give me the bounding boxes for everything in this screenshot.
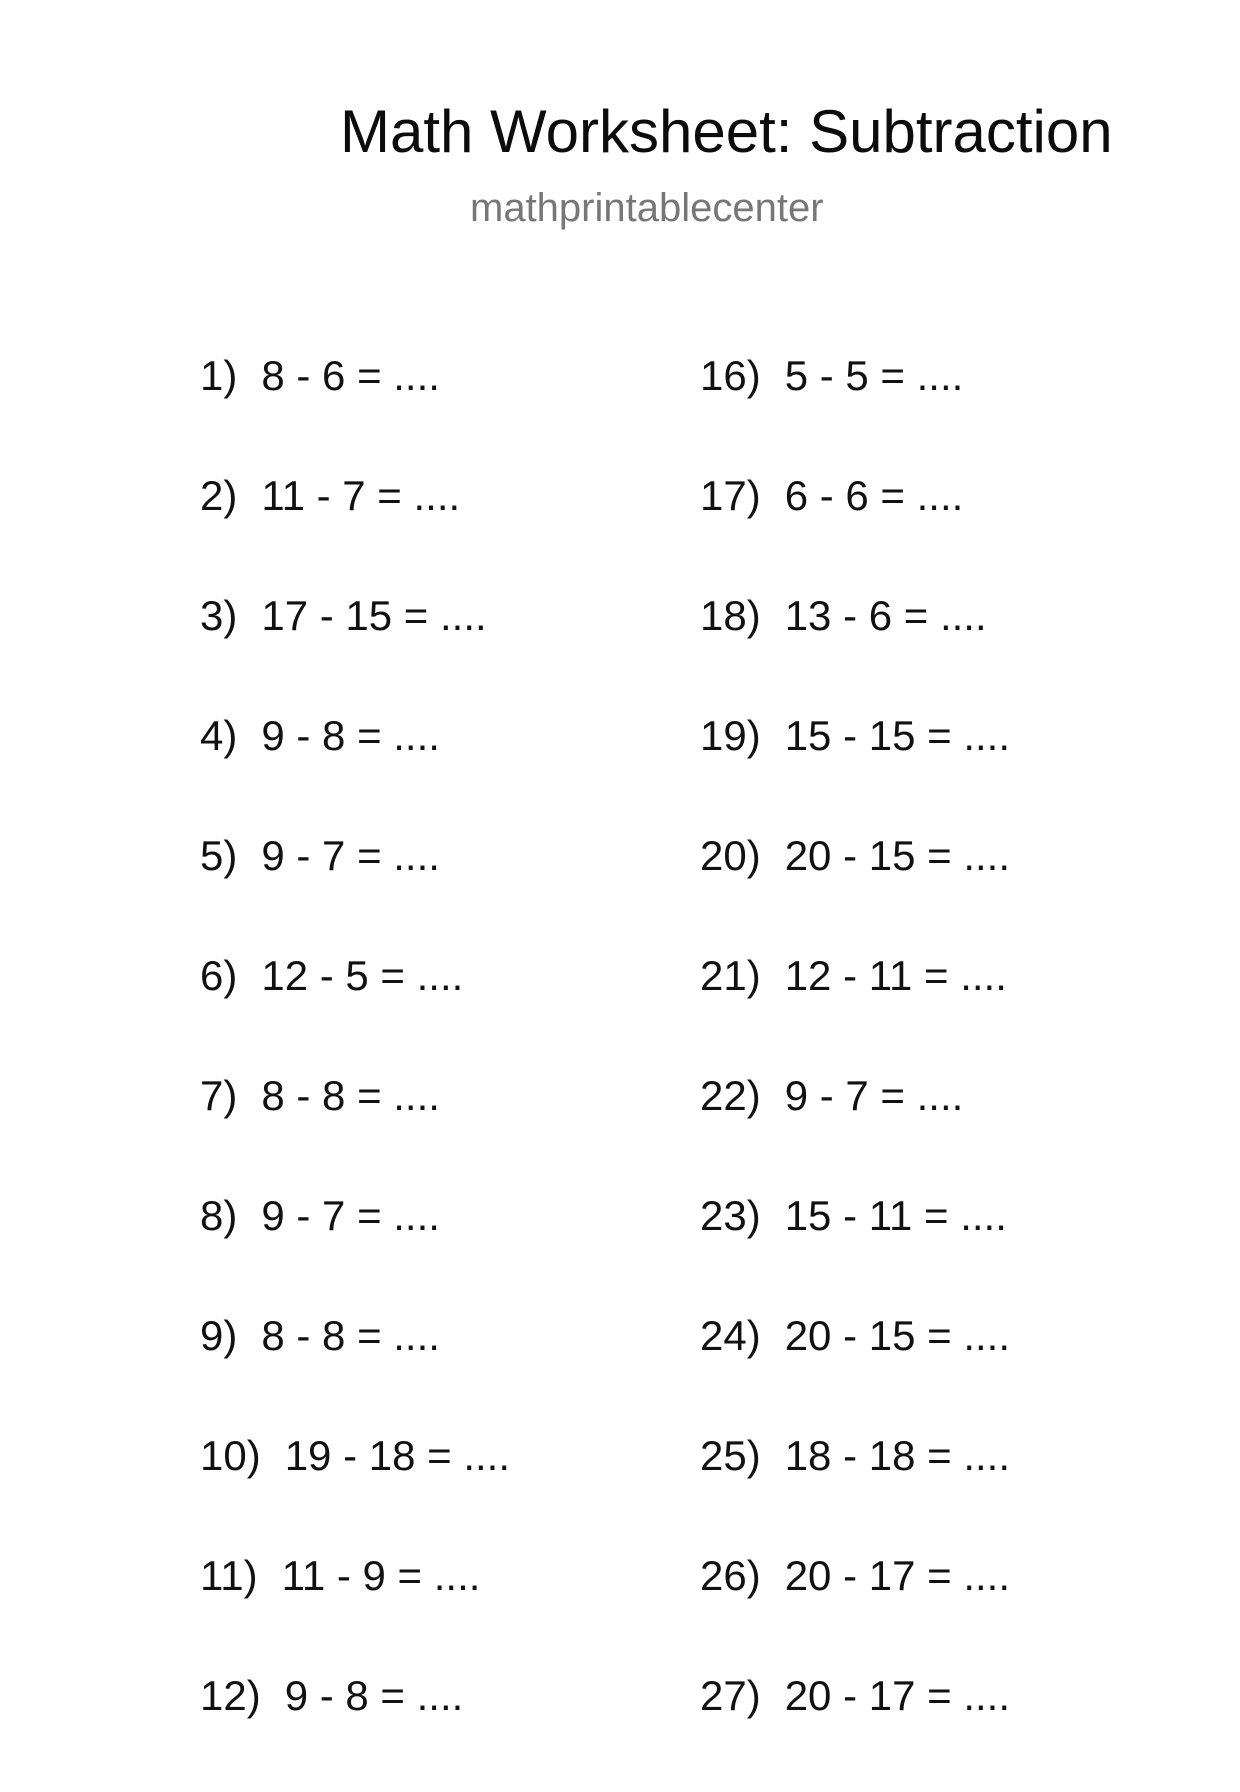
problem-number: 16) [700,352,761,399]
problem-expression: 15 - 15 = .... [784,712,1011,759]
problem-number: 7) [200,1072,238,1119]
problem-expression: 11 - 7 = .... [261,472,461,519]
problem-expression: 20 - 17 = .... [784,1672,1011,1719]
problem-item [700,712,1010,832]
problem-expression: 11 - 9 = .... [281,1552,481,1599]
problem-expression: 20 - 15 = .... [784,1312,1011,1359]
problem-expression: 20 - 15 = .... [784,832,1011,879]
problem-number: 9) [200,1312,238,1359]
problem-item [700,1072,1010,1192]
problem-number: 17) [700,472,761,519]
problem-number: 12) [200,1672,261,1719]
problem-expression: 15 - 11 = .... [784,1192,1007,1239]
problem-number: 10) [200,1432,261,1479]
problem-expression: 8 - 8 = .... [261,1312,440,1359]
problem-item [700,832,1010,952]
problem-item [200,1192,510,1312]
problem-expression: 9 - 8 = .... [261,712,440,759]
problem-item [700,1432,1010,1552]
problem-number: 21) [700,952,761,999]
problem-item [700,592,1010,712]
problem-number: 3) [200,592,238,639]
problem-expression: 9 - 7 = .... [261,832,440,879]
problem-expression: 9 - 7 = .... [261,1192,440,1239]
problem-number: 1) [200,352,238,399]
problem-expression: 8 - 8 = .... [261,1072,440,1119]
problem-number: 24) [700,1312,761,1359]
problem-expression: 17 - 15 = .... [261,592,487,639]
problem-item [200,472,510,592]
page-subtitle: mathprintablecenter [470,186,824,230]
problem-item [700,1552,1010,1672]
problem-expression: 12 - 11 = .... [784,952,1007,999]
problem-item [200,1312,510,1432]
problem-expression: 5 - 5 = .... [784,352,964,399]
problem-number: 2) [200,472,238,519]
problem-expression: 19 - 18 = .... [284,1432,511,1479]
problem-list-right [700,352,1010,1792]
problem-item [200,1432,510,1552]
problem-number: 20) [700,832,761,879]
problem-number: 27) [700,1672,761,1719]
problem-expression: 9 - 7 = .... [784,1072,964,1119]
problem-item [200,712,510,832]
problem-item [700,1192,1010,1312]
problem-item [200,592,510,712]
problem-item [200,352,510,472]
problem-item [700,1672,1010,1792]
problem-item [200,1072,510,1192]
problem-item [700,1312,1010,1432]
problem-item [700,952,1010,1072]
problem-expression: 8 - 6 = .... [261,352,440,399]
problem-number: 22) [700,1072,761,1119]
problem-expression: 20 - 17 = .... [784,1552,1011,1599]
problem-expression: 13 - 6 = .... [784,592,987,639]
problem-item [700,352,1010,472]
problem-item [200,1672,510,1792]
problem-number: 11) [200,1552,258,1599]
problem-expression: 12 - 5 = .... [261,952,464,999]
problem-number: 18) [700,592,761,639]
problem-item [700,472,1010,592]
problem-number: 6) [200,952,238,999]
problem-number: 4) [200,712,238,759]
problem-list-left [200,352,510,1792]
problem-number: 8) [200,1192,238,1239]
problem-number: 19) [700,712,761,759]
problem-item [200,1552,510,1672]
problem-number: 25) [700,1432,761,1479]
problem-number: 26) [700,1552,761,1599]
problem-number: 5) [200,832,238,879]
page-title: Math Worksheet: Subtraction [340,98,1113,165]
problem-item [200,952,510,1072]
problem-expression: 6 - 6 = .... [784,472,964,519]
problem-number: 23) [700,1192,761,1239]
problem-expression: 9 - 8 = .... [284,1672,464,1719]
problem-expression: 18 - 18 = .... [784,1432,1011,1479]
problem-item [200,832,510,952]
